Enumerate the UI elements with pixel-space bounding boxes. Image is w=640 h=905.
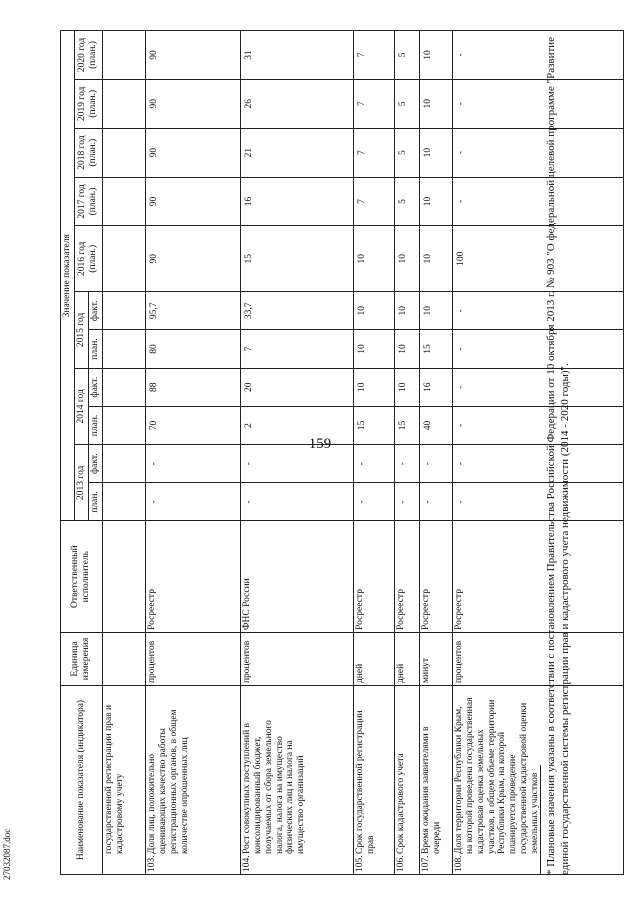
value-cell: 21 [240,128,353,177]
document-id: 27032087.doc [2,828,12,880]
header-2014: 2014 год [74,368,88,444]
indicator-name: Доля лиц, положительно оценивающих качество работы регистрационных органов, в общем количестве опрошенных лиц [146,709,190,854]
table-row [394,31,419,875]
value-cell: 5 [394,79,419,128]
value-cell: 2 [240,406,353,444]
unit-cell: процентов [240,632,353,685]
value-cell: - [452,177,623,226]
value-cell: - [452,292,623,330]
responsible-cell: Росреестр [353,521,394,632]
value-cell: 7 [353,177,394,226]
header-fact: факт. [88,445,102,483]
header-2020: 2020 год (план.) [74,31,102,80]
value-cell: 16 [419,368,452,406]
row-number: 104. [241,855,252,872]
value-cell: - [353,483,394,521]
value-cell: 10 [394,292,419,330]
table-row [419,31,452,875]
header-plan: план. [88,483,102,521]
unit-cell: дней [353,632,394,685]
value-cell: 33,7 [240,292,353,330]
header-value-group: Значение показателя [61,31,75,521]
indicator-name: Время ожидания заявителями в очереди [420,726,442,854]
header-responsible: Ответственный исполнитель [61,521,103,632]
header-unit: Единица измерения [61,632,103,685]
value-cell: - [452,79,623,128]
footnote [540,30,573,875]
row-number: 106. [395,855,406,872]
value-cell: 10 [353,330,394,368]
value-cell: 10 [394,226,419,292]
rotated-page-content [60,30,590,875]
indicator-name: Доля территории Республики Крым, на которой проведена государственная кадастровая оценка земельных участков, в общем объеме территории Республики Крым, на которой планируется проведение государственной кадастровой оценки земельных участков [453,697,541,854]
value-cell: 7 [353,128,394,177]
header-2018: 2018 год (план.) [74,128,102,177]
responsible-cell: ФНС России [240,521,353,632]
header-fact: факт. [88,292,102,330]
page-number: 159 [308,436,332,452]
table-row [240,31,353,875]
value-cell: 10 [419,79,452,128]
responsible-cell: Росреестр [452,521,623,632]
value-cell: - [452,330,623,368]
value-cell: 26 [240,79,353,128]
table-row-carry-over [102,31,145,875]
indicator-name: Срок кадастрового учета [395,753,406,854]
value-cell: 5 [394,128,419,177]
value-cell: 15 [240,226,353,292]
value-cell: 90 [145,31,240,80]
unit-cell: дней [394,632,419,685]
row-number: 105. [354,855,365,872]
value-cell: 7 [353,79,394,128]
responsible-cell: Росреестр [145,521,240,632]
value-cell: 10 [394,368,419,406]
unit-cell: процентов [145,632,240,685]
value-cell: 15 [394,406,419,444]
value-cell: - [394,483,419,521]
value-cell: 10 [353,292,394,330]
header-2019: 2019 год (план.) [74,79,102,128]
header-name: Наименование показателя (индикатора) [61,686,103,875]
value-cell: - [452,31,623,80]
responsible-cell: Росреестр [394,521,419,632]
value-cell: 31 [240,31,353,80]
value-cell: 90 [145,79,240,128]
indicator-name: Срок государственной регистрации прав [354,710,376,854]
value-cell: 10 [353,368,394,406]
value-cell: - [452,483,623,521]
value-cell: 7 [353,31,394,80]
header-plan: план. [88,406,102,444]
value-cell: - [452,368,623,406]
header-plan: план. [88,330,102,368]
header-2017: 2017 год (план.) [74,177,102,226]
value-cell: - [145,483,240,521]
value-cell: - [240,483,353,521]
row-number: 103. [146,855,157,872]
value-cell: 88 [145,368,240,406]
value-cell: 5 [394,177,419,226]
value-cell: - [353,445,394,483]
value-cell: 80 [145,330,240,368]
header-2015: 2015 год [74,292,88,368]
value-cell: 7 [240,330,353,368]
value-cell: - [452,128,623,177]
header-2016: 2016 год (план.) [74,226,102,292]
value-cell: 40 [419,406,452,444]
table-row [145,31,240,875]
value-cell: - [452,445,623,483]
responsible-cell: Росреестр [419,521,452,632]
value-cell: 10 [419,177,452,226]
table-row [452,31,623,875]
value-cell: 10 [419,128,452,177]
table-row [353,31,394,875]
value-cell: 90 [145,177,240,226]
value-cell: - [452,406,623,444]
value-cell: 90 [145,226,240,292]
value-cell: 20 [240,368,353,406]
value-cell: 100 [452,226,623,292]
value-cell: 10 [419,31,452,80]
footnote-rule [540,765,541,875]
unit-cell: минут [419,632,452,685]
value-cell: 16 [240,177,353,226]
value-cell: 70 [145,406,240,444]
row-number: 107. [420,855,431,872]
value-cell: 15 [353,406,394,444]
header-fact: факт. [88,368,102,406]
carry-over-text: государственной регистрации прав и кадастровому учету [103,704,125,854]
footnote-text: * Плановые значения указаны в соответствии с постановлением Правительства Российской Федерации от 10 октября 2013 г. № 903 "О федеральной целевой программе "Развитие единой государственной системы регистрации прав и кадастрового учета недвижимости (2014 - 2020 годы)". [545,36,571,875]
value-cell: - [145,445,240,483]
indicator-name: Рост совокупных поступлений в консолидированный бюджет, получаемых от сбора земельного налога, налога на имущество физических лиц и налога на имущество организаций [241,720,307,854]
value-cell: - [419,483,452,521]
value-cell: 5 [394,31,419,80]
value-cell: 90 [145,128,240,177]
value-cell: 15 [419,330,452,368]
unit-cell: процентов [452,632,623,685]
value-cell: 10 [353,226,394,292]
value-cell: - [419,445,452,483]
value-cell: 10 [394,330,419,368]
value-cell: - [394,445,419,483]
value-cell: 10 [419,226,452,292]
row-number: 108. [453,855,464,872]
value-cell: 95,7 [145,292,240,330]
value-cell: 10 [419,292,452,330]
header-2013: 2013 год [74,445,88,521]
value-cell: - [240,445,353,483]
